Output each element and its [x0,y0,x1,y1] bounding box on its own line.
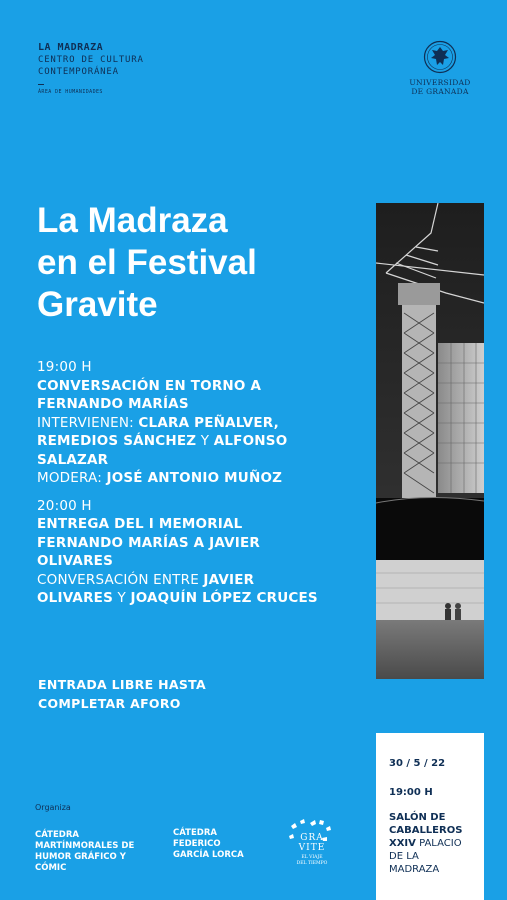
organizer-1-line-3: HUMOR GRÁFICO Y [35,852,126,862]
organizer-2 [173,828,273,861]
organizer-2-line-2: FEDERICO [173,839,221,849]
madraza-divider [38,84,44,85]
conversation-label: CONVERSACIÓN ENTRE [37,571,204,588]
madraza-logo [38,42,144,95]
event-1-moderator [37,469,367,488]
organizer-1-line-4: CÓMIC [35,863,67,873]
event-2-conversation [37,571,367,590]
speakers-label: INTERVIENEN: [37,414,139,431]
event-1-speakers-2 [37,432,367,451]
event-1-title-1: CONVERSACIÓN EN TORNO A [37,377,262,394]
organizer-1 [35,830,160,874]
madraza-subtitle-2: CONTEMPORÁNEA [38,67,119,77]
gravite-bird-icon [286,818,336,873]
venue-line-3b: PALACIO [415,838,462,849]
organizer-2-line-3: GARCÍA LORCA [173,850,244,860]
university-logo [400,40,480,96]
title-line-3: Gravite [37,285,158,324]
title-line-1: La Madraza [37,201,228,240]
organizer-1-line-1: CÁTEDRA [35,830,79,840]
speaker-1: CLARA PEÑALVER, [138,414,279,431]
event-1-time: 19:00 H [37,359,92,375]
madraza-area: ÁREA DE HUMANIDADES [38,89,103,95]
gravite-word-1: GRA [300,833,324,843]
madraza-name: LA MADRAZA [38,42,104,53]
event-2 [37,497,367,608]
event-2-time: 20:00 H [37,497,92,514]
conversation-person-2: JOAQUÍN LÓPEZ CRUCES [130,590,318,606]
event-list [37,358,367,617]
university-name-1: UNIVERSIDAD [409,78,471,87]
event-2-title-2: FERNANDO MARÍAS A JAVIER [37,534,261,551]
tower-photo [376,203,484,679]
madraza-subtitle-1: CENTRO DE CULTURA [38,55,144,65]
event-1-title-2: FERNANDO MARÍAS [37,396,189,412]
tower-photo-image [376,203,484,679]
entry-line-2: COMPLETAR AFORO [38,696,181,711]
speaker-3b: SALAZAR [37,451,109,468]
gravite-tagline-1: EL VIAJE [301,855,323,860]
venue-line-1: SALÓN DE [389,812,446,823]
moderator-label: MODERA: [37,470,107,486]
gravite-tagline-2: DEL TIEMPO [296,861,328,866]
event-1 [37,358,367,488]
entry-line-1: ENTRADA LIBRE HASTA [38,677,206,692]
venue-line-4: DE LA [389,851,419,862]
title-line-2: en el Festival [37,243,257,282]
speakers-and: Y [196,433,214,449]
conversation-person-1a: JAVIER [203,571,255,588]
venue-line-2: CABALLEROS [389,825,463,836]
event-2-title-3: OLIVARES [37,553,114,569]
event-2-title-1: ENTREGA DEL I MEMORIAL [37,516,243,532]
event-1-speakers [37,414,367,433]
event-date: 30 / 5 / 22 [389,758,446,769]
gravite-logo [286,818,336,873]
event-info-card [376,733,484,900]
university-name-2: DE GRANADA [411,87,469,96]
event-time: 19:00 H [389,787,433,798]
entry-note [38,675,206,713]
conversation-and: Y [113,590,131,606]
gravite-word-2: VITE [298,843,326,853]
event-2-conversation-2 [37,589,367,608]
venue-line-3 [389,837,484,850]
venue-line-5: MADRAZA [389,864,440,875]
conversation-person-1b: OLIVARES [37,590,114,606]
organizer-1-line-2: MARTÍNMORALES DE [35,841,135,851]
page-title [37,200,357,326]
organizer-2-line-1: CÁTEDRA [173,828,217,838]
speaker-2: REMEDIOS SÁNCHEZ [37,433,197,449]
university-crest-icon [423,40,457,74]
moderator-name: JOSÉ ANTONIO MUÑOZ [106,470,283,486]
speaker-3a: ALFONSO [213,433,288,449]
venue-line-3a: XXIV [389,838,416,849]
organizers-label: Organiza [35,803,71,812]
